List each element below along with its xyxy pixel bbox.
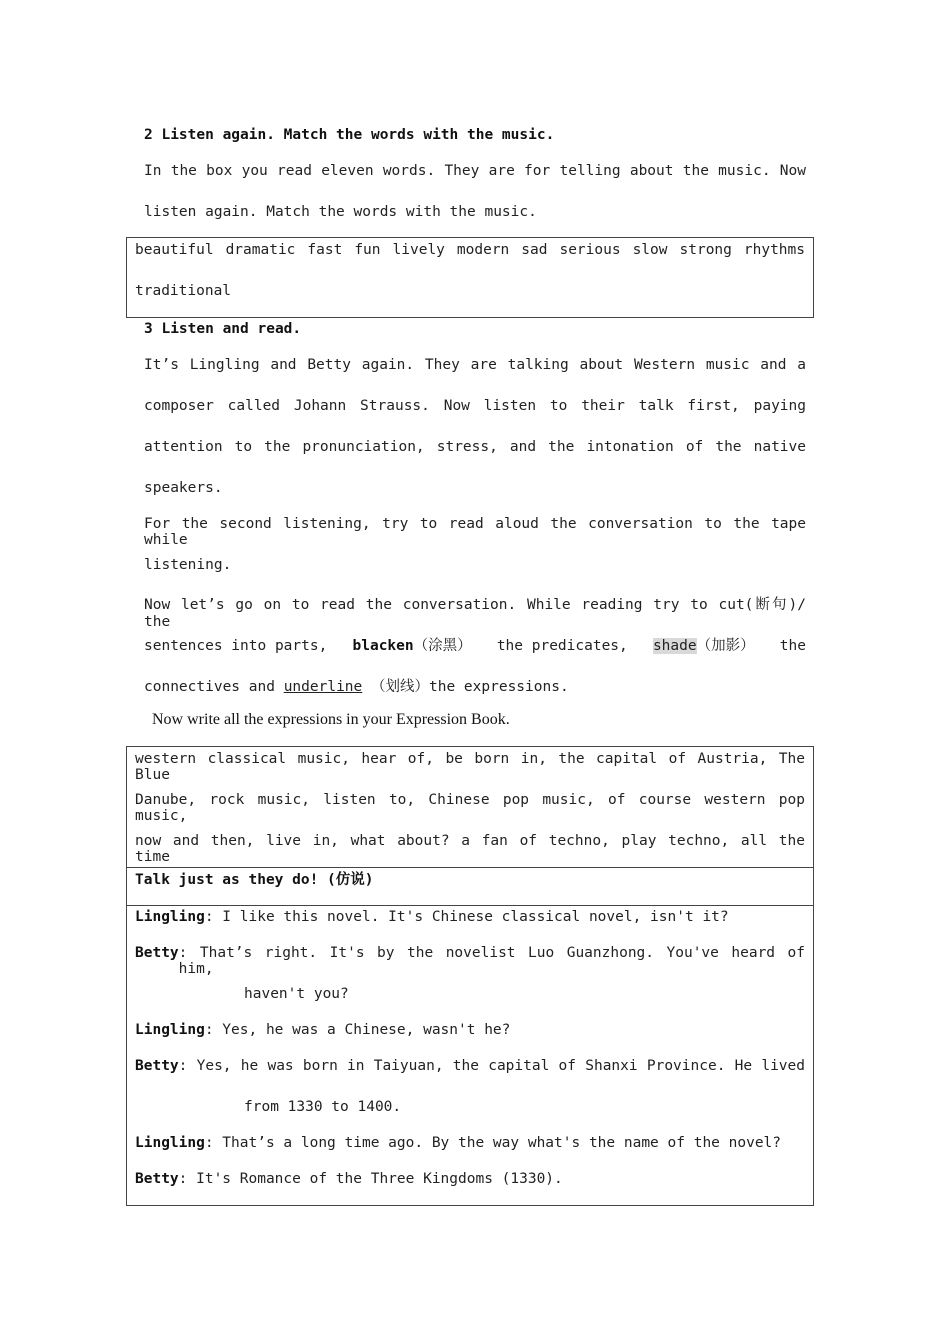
dialogue-text: : It's Romance of the Three Kingdoms (1330). — [178, 1171, 563, 1187]
speaker-name: Lingling — [135, 1022, 205, 1038]
expression-book-note: Now write all the expressions in your Expression Book. — [152, 711, 510, 728]
para-3-text-c: the — [779, 638, 806, 654]
dialogue-text: : That’s right. It's by the novelist Luo Guanzhong. You've heard of him, — [178, 945, 805, 977]
shade-term — [653, 634, 755, 655]
speaker-name: Betty — [135, 1171, 179, 1187]
section-2-heading: 2 Listen again. Match the words with the music. — [144, 127, 555, 143]
para-3-text-a: sentences into parts, — [144, 638, 328, 654]
dialogue-text: : I like this novel. It's Chinese classical novel, isn't it? — [204, 909, 729, 925]
speaker-name: Betty — [135, 945, 179, 961]
speaker-name: Lingling — [135, 1135, 205, 1151]
dialogue-line — [135, 1058, 805, 1074]
section-3-para-1-line-2: composer called Johann Strauss. Now listen to their talk first, paying — [144, 398, 806, 414]
dialogue-line — [135, 1022, 805, 1038]
shade-label: shade — [652, 638, 697, 654]
dialogue-line — [135, 1135, 805, 1151]
para-3-text-d: connectives and — [144, 679, 275, 695]
section-3-para-2-line-2: listening. — [144, 557, 232, 573]
dialogue-box — [126, 905, 814, 1206]
dialogue-continuation: from 1330 to 1400. — [244, 1099, 402, 1115]
section-3-para-1-line-4: speakers. — [144, 480, 223, 496]
word-box-line-2: traditional — [135, 283, 232, 299]
section-3-para-3-line-2 — [144, 634, 806, 655]
dialogue-text: : That’s a long time ago. By the way what's the name of the novel? — [204, 1135, 782, 1151]
underline-label: underline — [283, 679, 363, 695]
expressions-box — [126, 746, 814, 868]
section-3-para-2-line-1: For the second listening, try to read aloud the conversation to the tape while — [144, 516, 806, 548]
section-3-para-1-line-3: attention to the pronunciation, stress, and the intonation of the native — [144, 439, 806, 455]
blacken-cn: （涂黑） — [413, 638, 472, 654]
para-3-text-b: the predicates, — [496, 638, 628, 654]
section-3-heading: 3 Listen and read. — [144, 321, 302, 337]
speaker-name: Betty — [135, 1058, 179, 1074]
talk-heading: Talk just as they do! (仿说) — [126, 867, 814, 906]
section-3-para-1-line-1: It’s Lingling and Betty again. They are talking about Western music and a — [144, 357, 806, 373]
section-3-para-3-line-1: Now let’s go on to read the conversation. While reading try to cut(断句)/ the — [144, 597, 806, 630]
section-2-instruction-line-1: In the box you read eleven words. They are for telling about the music. Now — [144, 163, 806, 179]
dialogue-line — [135, 945, 805, 977]
dialogue-text: : Yes, he was a Chinese, wasn't he? — [204, 1022, 511, 1038]
section-3-para-3-line-3 — [144, 675, 806, 696]
dialogue-line — [135, 909, 805, 925]
para-3-text-e: （划线）the expressions. — [371, 679, 569, 695]
dialogue-line — [135, 1171, 805, 1187]
expressions-line-3: now and then, live in, what about? a fan of techno, play techno, all the time — [135, 833, 805, 865]
section-2-instruction-line-2: listen again. Match the words with the music. — [144, 204, 537, 220]
dialogue-text: : Yes, he was born in Taiyuan, the capital of Shanxi Province. He lived — [178, 1058, 805, 1074]
expressions-line-2: Danube, rock music, listen to, Chinese pop music, of course western pop music, — [135, 792, 805, 824]
word-box-line-1: beautiful dramatic fast fun lively modern sad serious slow strong rhythms — [135, 242, 805, 258]
expressions-line-1: western classical music, hear of, be born in, the capital of Austria, The Blue — [135, 751, 805, 783]
blacken-label: blacken — [352, 638, 414, 654]
shade-cn: （加影） — [696, 638, 755, 654]
speaker-name: Lingling — [135, 909, 205, 925]
blacken-term — [353, 634, 472, 655]
dialogue-continuation: haven't you? — [244, 986, 349, 1002]
word-box — [126, 237, 814, 318]
